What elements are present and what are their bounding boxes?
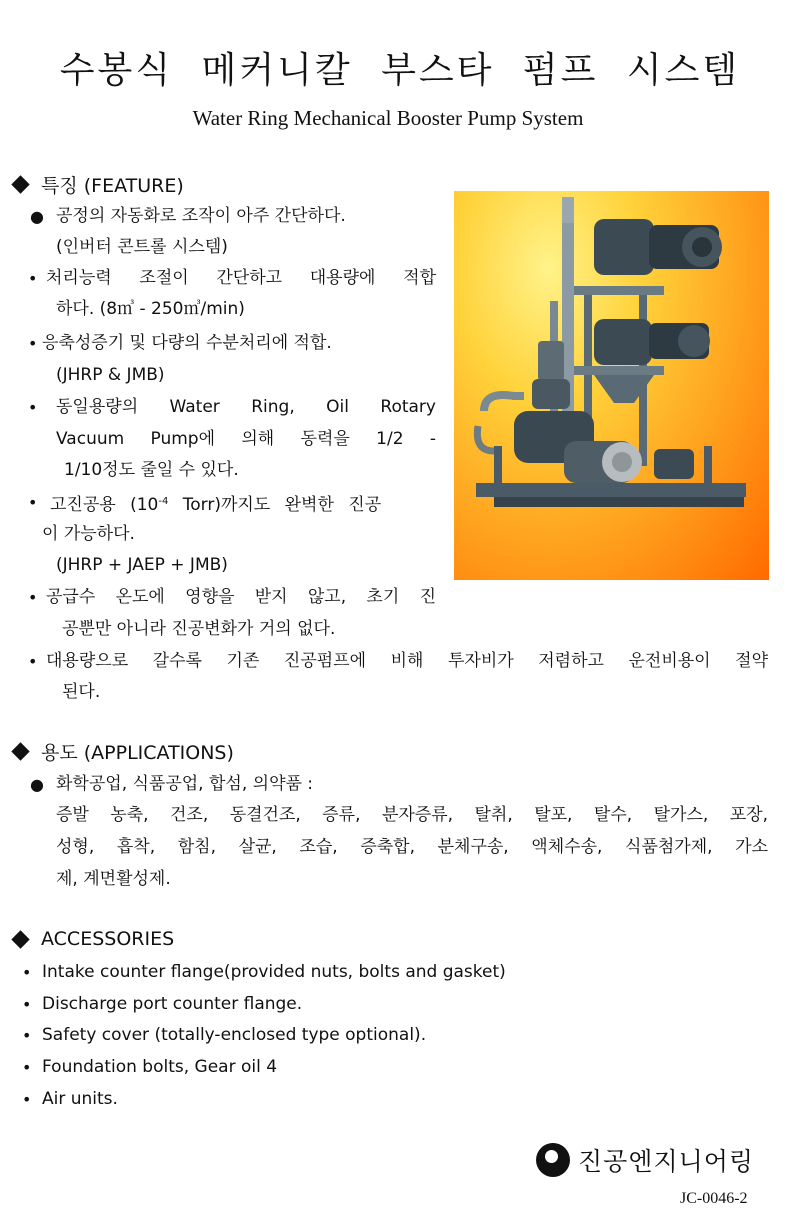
page-title-korean: 수봉식 메커니칼 부스타 펌프 시스템 — [59, 50, 741, 91]
applications-bullet: ● — [30, 775, 44, 794]
accessories-bullet-3: • — [22, 1026, 32, 1045]
applications-line-4: 제, 계면활성제. — [56, 869, 171, 889]
feature-line-4: 하다. (8㎥ - 250㎥/min) — [56, 299, 245, 319]
feature-line-3: 처리능력 조절이 간단하고 대용량에 적합 — [46, 268, 436, 288]
feature-line-8: Vacuum Pump에 의해 동력을 1/2 - — [56, 429, 436, 449]
applications-heading-text: 용도 (APPLICATIONS) — [41, 742, 234, 764]
feature-line-5: 응축성증기 및 다량의 수분처리에 적합. — [42, 333, 332, 353]
company-logo-icon — [536, 1143, 570, 1177]
page-title-english: Water Ring Mechanical Booster Pump System — [192, 106, 584, 130]
feature-line-1: 공정의 자동화로 조작이 아주 간단하다. — [56, 206, 346, 226]
accessories-item-3: Safety cover (totally-enclosed type optional). — [42, 1025, 427, 1045]
accessories-heading-text: ACCESSORIES — [41, 928, 175, 950]
diamond-bullet-icon — [11, 742, 29, 760]
accessories-item-5: Air units. — [42, 1089, 118, 1109]
feature-line-10 — [50, 491, 436, 516]
feature-line-2: (인버터 콘트롤 시스템) — [56, 237, 228, 257]
diamond-bullet-icon — [11, 930, 29, 948]
feature-line-6: (JHRP & JMB) — [56, 365, 165, 385]
feature-line-16: 된다. — [62, 682, 101, 702]
feature-heading-text: 특징 (FEATURE) — [41, 175, 184, 197]
accessories-bullet-1: • — [22, 963, 32, 982]
applications-line-2: 증발 농축, 건조, 동결건조, 증류, 분자증류, 탈취, 탈포, 탈수, 탈가스, 포장, — [56, 805, 768, 825]
feature-line-10-exponent: -4 — [158, 496, 169, 507]
feature-line-14: 공뿐만 아니라 진공변화가 거의 없다. — [62, 619, 336, 639]
accessories-item-4: Foundation bolts, Gear oil 4 — [42, 1057, 278, 1077]
applications-line-3: 성형, 흡착, 함침, 살균, 조습, 증축합, 분체구송, 액체수송, 식품첨가제, 가소 — [56, 837, 768, 857]
feature-bullet-1: ● — [30, 207, 44, 226]
company-logo — [536, 1142, 754, 1178]
pump-system-illustration — [454, 191, 769, 580]
feature-bullet-7: • — [28, 652, 38, 671]
feature-heading — [8, 171, 184, 198]
feature-line-15: 대용량으로 갈수록 기존 진공펌프에 비해 투자비가 저렴하고 운전비용이 절약 — [46, 651, 768, 671]
product-photo — [454, 191, 769, 580]
accessories-bullet-4: • — [22, 1058, 32, 1077]
accessories-bullet-5: • — [22, 1090, 32, 1109]
feature-line-12: (JHRP + JAEP + JMB) — [56, 555, 228, 575]
company-name: 진공엔지니어링 — [578, 1147, 755, 1176]
document-code: JC-0046-2 — [680, 1190, 748, 1207]
applications-heading — [8, 738, 234, 765]
feature-bullet-2: • — [28, 269, 38, 288]
accessories-item-2: Discharge port counter flange. — [42, 994, 303, 1014]
accessories-heading — [8, 928, 174, 950]
diamond-bullet-icon — [11, 175, 29, 193]
feature-bullet-5: • — [28, 493, 38, 512]
feature-line-10-a: 고진공용 (10 — [50, 495, 159, 515]
feature-line-10-b: Torr)까지도 완벽한 진공 — [168, 495, 382, 515]
feature-line-9: 1/10정도 줄일 수 있다. — [64, 460, 239, 480]
feature-bullet-3: • — [28, 334, 38, 353]
feature-line-11: 이 가능하다. — [42, 524, 135, 544]
feature-line-7: 동일용량의 Water Ring, Oil Rotary — [56, 397, 436, 417]
feature-line-13: 공급수 온도에 영향을 받지 않고, 초기 진 — [46, 587, 437, 607]
accessories-bullet-2: • — [22, 995, 32, 1014]
accessories-item-1: Intake counter flange(provided nuts, bolts and gasket) — [42, 962, 506, 982]
feature-bullet-6: • — [28, 588, 38, 607]
applications-line-1: 화학공업, 식품공업, 합섬, 의약품 : — [56, 774, 314, 794]
feature-bullet-4: • — [28, 398, 38, 417]
